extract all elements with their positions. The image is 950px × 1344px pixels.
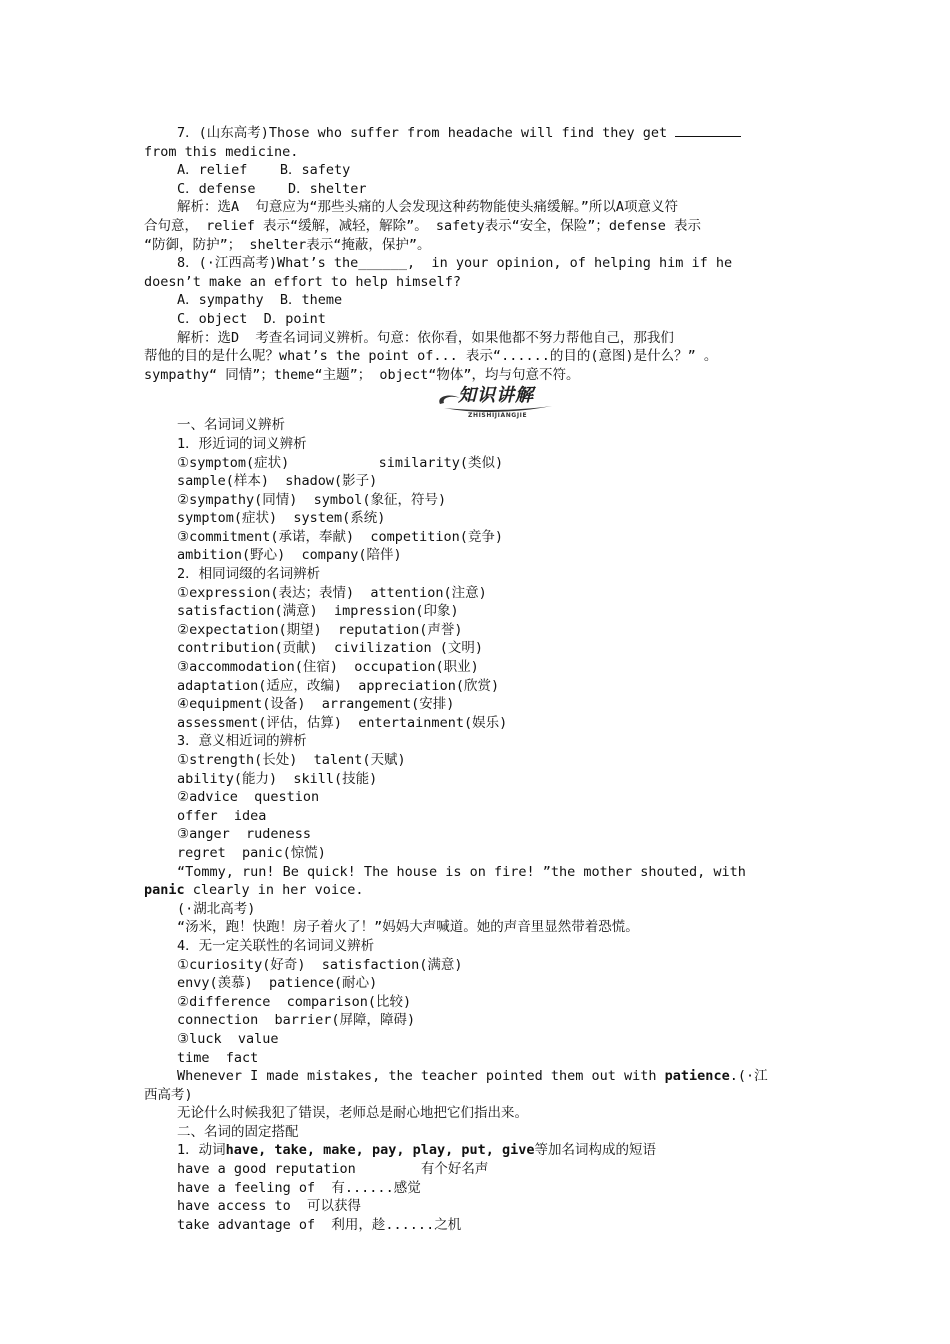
vocab-line: ①expression(表达；表情) attention(注意)	[177, 584, 487, 601]
example-source: (·湖北高考)	[177, 900, 256, 917]
vocab-line: envy(羡慕) patience(耐心)	[177, 975, 378, 992]
question-8-options-cd: C．object D．point	[177, 310, 326, 327]
document-page	[144, 124, 808, 1234]
highlighted-verbs: have, take, make, pay, play, put, give	[225, 1142, 535, 1159]
question-7-options-ab: A．relief B．safety	[177, 162, 351, 179]
logo-title: 知识讲解	[458, 385, 534, 407]
vocab-line: satisfaction(满意) impression(印象)	[177, 603, 459, 620]
question-7-stem-cont: from this medicine.	[144, 143, 299, 160]
phrase-line: have a good reputation 有个好名声	[177, 1161, 489, 1178]
vocab-line: ①curiosity(好奇) satisfaction(满意)	[177, 956, 463, 973]
question-7-options-cd: C．defense D．shelter	[177, 180, 367, 197]
subsection-heading: 3．意义相近词的辨析	[177, 733, 307, 750]
highlighted-word: panic	[144, 882, 185, 899]
example-translation: 无论什么时候我犯了错误，老师总是耐心地把它们指出来。	[177, 1105, 528, 1122]
vocab-line: ③accommodation(住宿) occupation(职业)	[177, 659, 479, 676]
vocab-line: ③luck value	[177, 1030, 279, 1047]
vocab-line: ③commitment(承诺，奉献) competition(竞争)	[177, 528, 504, 545]
logo-pinyin: ZHISHIJIANGJIE	[468, 412, 528, 420]
example-sentence: Whenever I made mistakes, the teacher pointed them out with patience.(·江	[177, 1068, 768, 1085]
question-8-options-ab: A．sympathy B．theme	[177, 292, 343, 309]
subsection-heading: 1．形近词的词义辨析	[177, 435, 307, 452]
section-logo	[436, 385, 556, 420]
question-8-analysis-cont: 帮他的目的是什么呢？what’s the point of... 表示“......的目的(意图)是什么？” 。	[144, 348, 718, 365]
answer-blank	[675, 124, 741, 137]
vocab-line: ambition(野心) company(陪伴)	[177, 547, 402, 564]
vocab-line: ②difference comparison(比较)	[177, 993, 412, 1010]
question-7-stem: 7．(山东高考)Those who suffer from headache will find they get	[144, 124, 808, 143]
phrase-line: have a feeling of 有......感觉	[177, 1179, 421, 1196]
example-sentence: “Tommy, run! Be quick! The house is on fire! ”the mother shouted, with	[177, 863, 746, 880]
vocab-line: ②sympathy(同情) symbol(象征，符号)	[177, 491, 447, 508]
highlighted-word: patience	[664, 1068, 730, 1085]
vocab-line: ④equipment(设备) arrangement(安排)	[177, 696, 455, 713]
vocab-line: ①strength(长处) talent(天赋)	[177, 752, 406, 768]
question-7-analysis: 解析：选A 句意应为“那些头痛的人会发现这种药物能使头痛缓解。”所以A项意义符	[177, 199, 679, 216]
example-translation: “汤米，跑！快跑！房子着火了！”妈妈大声喊道。她的声音里显然带着恐慌。	[177, 919, 639, 936]
subsection-heading: 2．相同词缀的名词辨析	[177, 566, 321, 583]
vocab-line: ①symptom(症状) similarity(类似)	[177, 454, 504, 471]
example-source: 西高考)	[144, 1086, 193, 1103]
vocab-line: connection barrier(屏障，障碍)	[177, 1012, 416, 1029]
question-8-stem-cont: doesn’t make an effort to help himself?	[144, 273, 461, 290]
phrase-line: have access to 可以获得	[177, 1198, 362, 1215]
vocab-line: offer idea	[177, 807, 267, 824]
vocab-line: contribution(贡献) civilization (文明)	[177, 640, 483, 657]
section-heading: 一、名词词义辨析	[177, 417, 285, 434]
vocab-line: adaptation(适应，改编) appreciation(欣赏)	[177, 677, 500, 694]
vocab-line: assessment(评估，估算) entertainment(娱乐)	[177, 714, 508, 731]
vocab-line: ②advice question	[177, 789, 320, 806]
subsection-heading: 4．无一定关联性的名词词义辨析	[177, 937, 375, 954]
question-7-analysis-cont: “防御，防护”； shelter表示“掩蔽，保护”。	[144, 236, 431, 253]
section-heading: 二、名词的固定搭配	[177, 1123, 299, 1140]
question-7-analysis-cont: 合句意， relief 表示“缓解，减轻，解除”。 safety表示“安全，保险”；defense 表示	[144, 217, 701, 234]
question-8-analysis: 解析：选D 考查名词词义辨析。句意：依你看，如果他都不努力帮他自己，那我们	[177, 329, 674, 346]
example-sentence-cont: panic clearly in her voice.	[144, 882, 364, 899]
vocab-line: ability(能力) skill(技能)	[177, 770, 378, 787]
question-8-stem: 8．(·江西高考)What’s the______, in your opinion, of helping him if he	[177, 255, 733, 272]
vocab-line: ③anger rudeness	[177, 826, 312, 843]
vocab-line: regret panic(惊慌)	[177, 844, 326, 861]
question-8-analysis-cont: sympathy“ 同情”；theme“主题”； object“物体”，均与句意不符。	[144, 366, 580, 383]
vocab-line: sample(样本) shadow(影子)	[177, 473, 378, 490]
vocab-line: time fact	[177, 1049, 259, 1066]
phrase-line: take advantage of 利用，趁......之机	[177, 1216, 462, 1233]
vocab-line: symptom(症状) system(系统)	[177, 510, 386, 527]
vocab-line: ②expectation(期望) reputation(声誉)	[177, 621, 463, 638]
subsection-heading: 1．动词have, take, make, pay, play, put, give等加名词构成的短语	[177, 1142, 656, 1159]
